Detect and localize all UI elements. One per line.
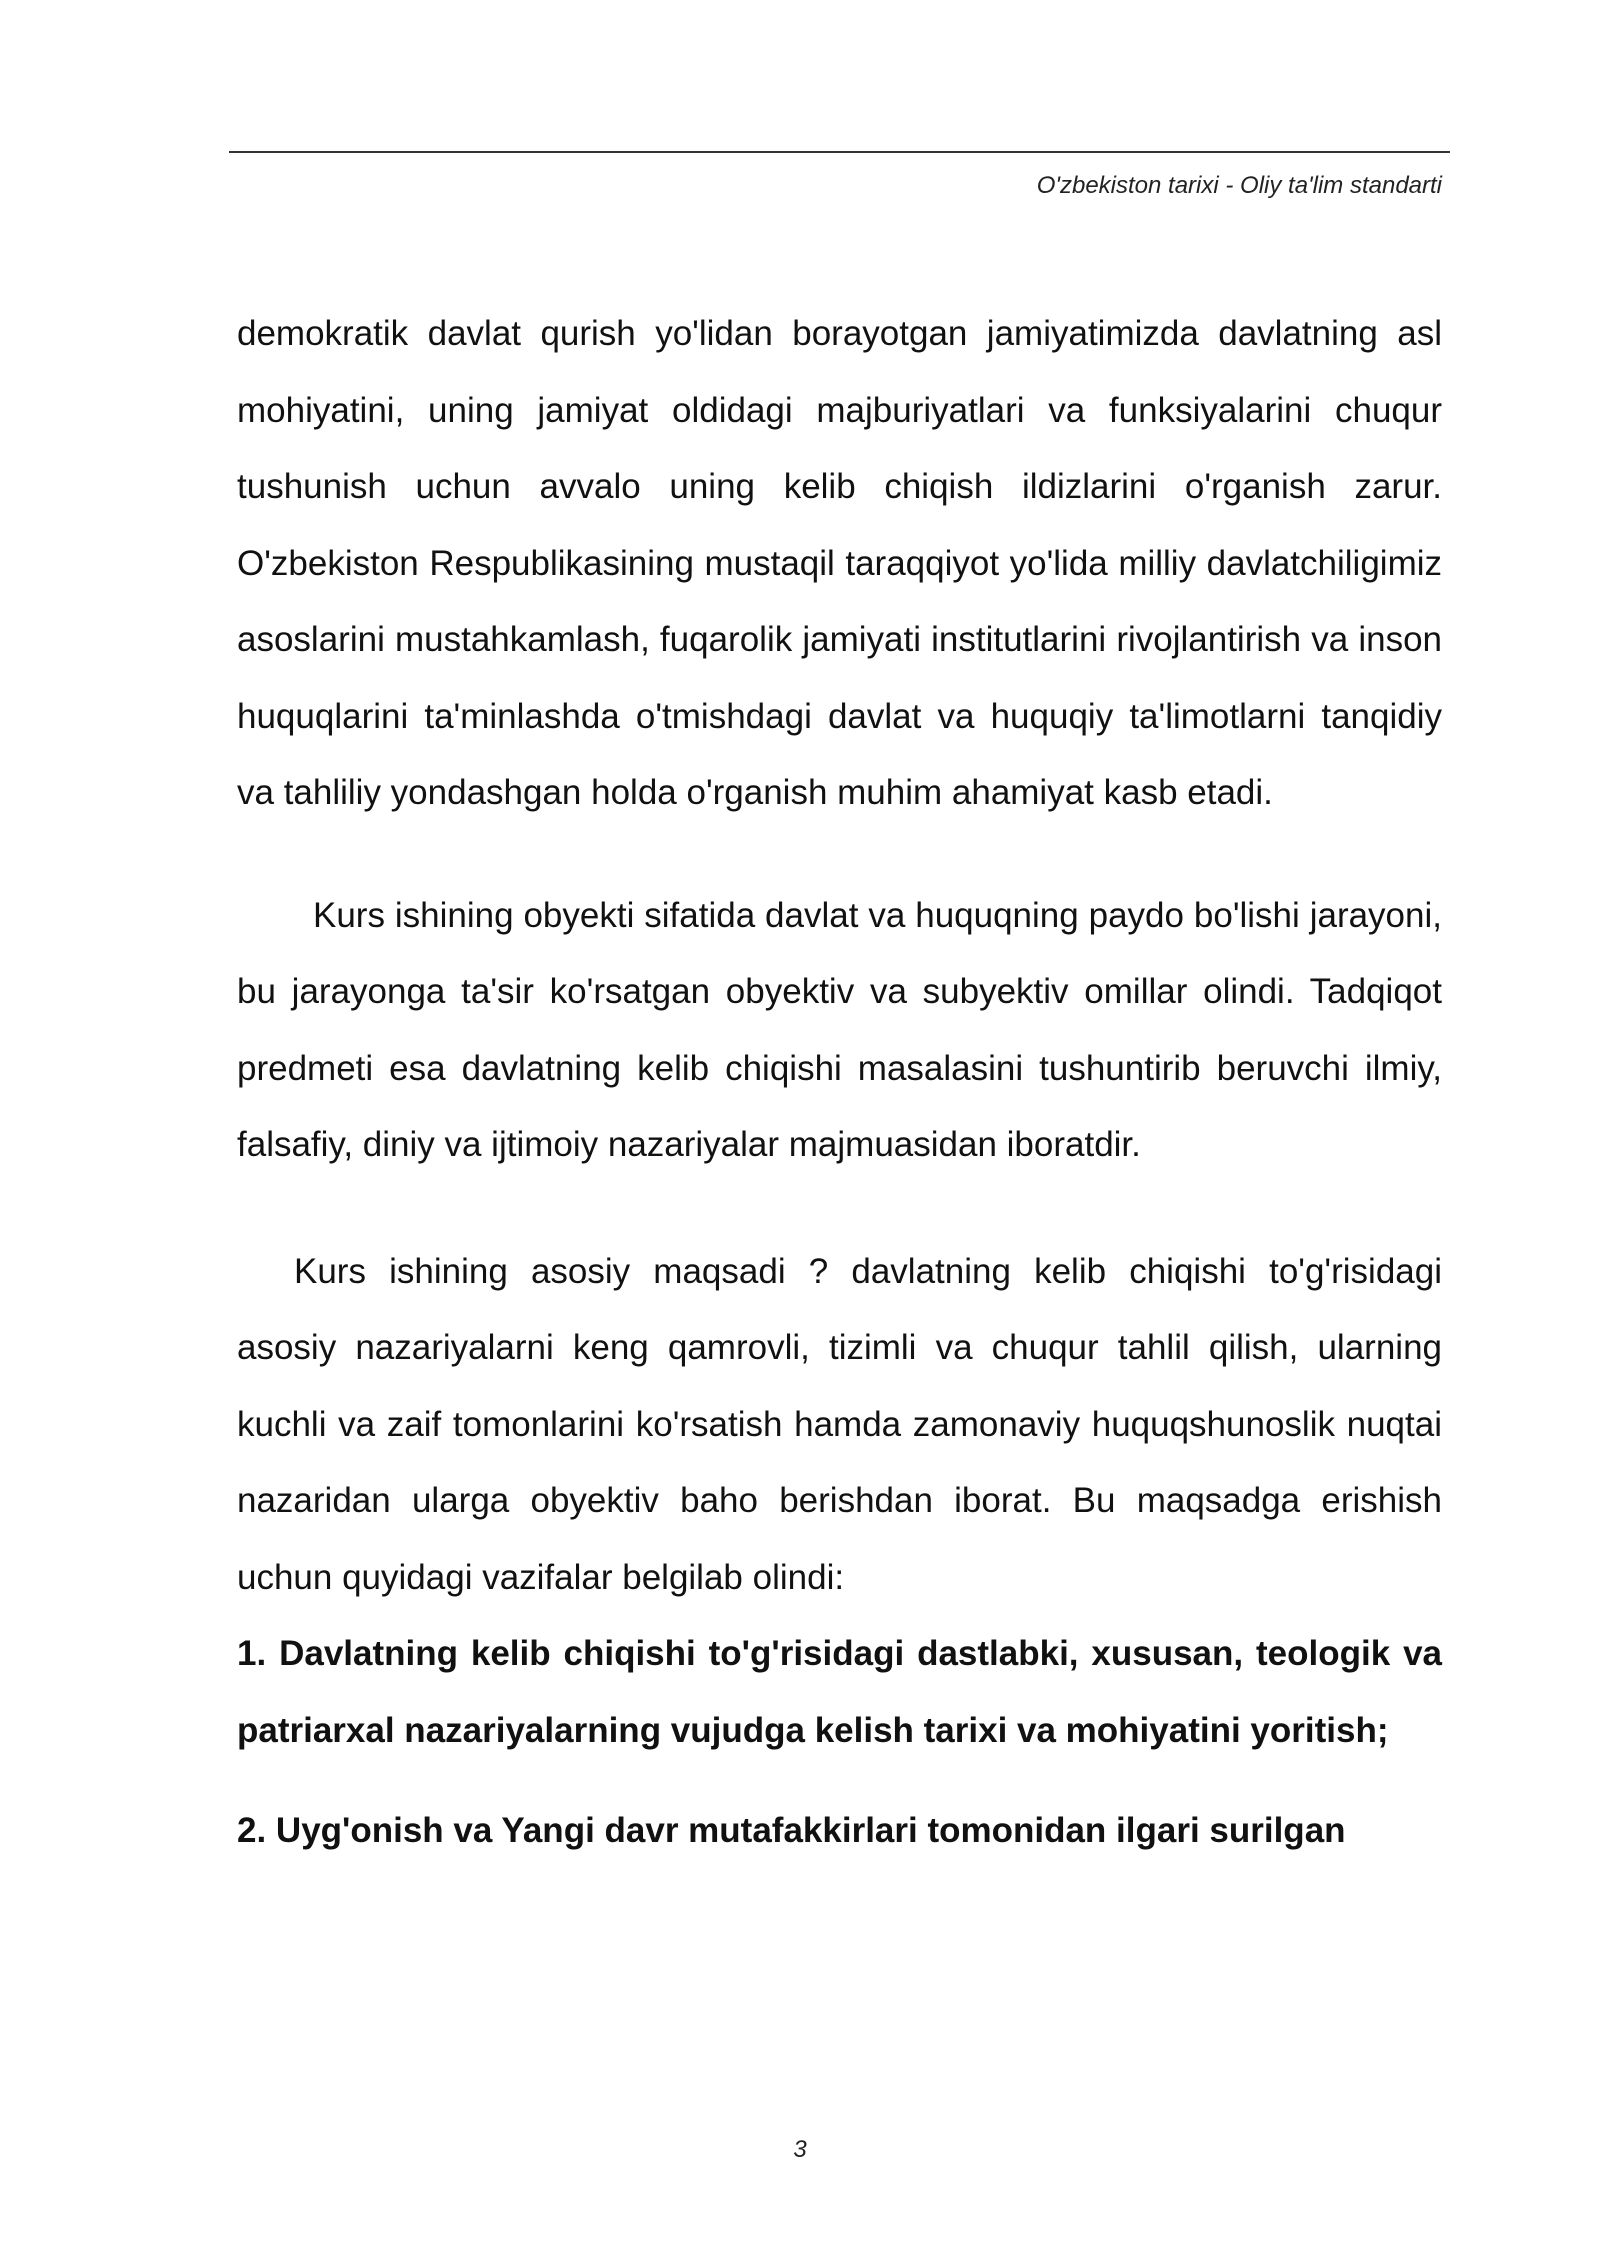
paragraph-goal: Kurs ishining asosiy maqsadi ? davlatning kelib chiqishi to'g'risidagi asosiy nazariyalarni keng qamrovli, tizimli va chuqur tahlil qilish, ularning kuchli va zaif tomonlarini ko'rsatish hamda zamonaviy huquqshunoslik nuqtai nazaridan ularga obyektiv baho berishdan iborat. Bu maqsadga erishish uchun quyidagi vazifalar belgilab olindi:	[237, 1251, 1442, 1597]
paragraph-intro-continuation: demokratik davlat qurish yo'lidan borayotgan jamiyatimizda davlatning asl mohiyatini, uning jamiyat oldidagi majburiyatlari va funksiyalarini chuqur tushunish uchun avvalo uning kelib chiqish ildizlarini o'rganish zarur. O'zbekiston Respublikasining mustaqil taraqqiyot yo'lida milliy davlatchiligimiz asoslarini mustahkamlash, fuqarolik jamiyati institutlarini rivojlantirish va inson huquqlarini ta'minlashda o'tmishdagi davlat va huquqiy ta'limotlarni tanqidiy va tahliliy yondashgan holda o'rganish muhim ahamiyat kasb etadi.	[237, 314, 1442, 812]
page-number: 3	[793, 2136, 807, 2163]
paragraph-object-subject: Kurs ishining obyekti sifatida davlat va huquqning paydo bo'lishi jarayoni, bu jarayonga ta'sir ko'rsatgan obyektiv va subyektiv omillar olindi. Tadqiqot predmeti esa davlatning kelib chiqishi masalasini tushuntirib beruvchi ilmiy, falsafiy, diniy va ijtimoiy nazariyalar majmuasidan iboratdir.	[237, 895, 1442, 1164]
header-rule	[229, 151, 1450, 153]
task-item-1: 1. Davlatning kelib chiqishi to'g'risidagi dastlabki, xususan, teologik va patriarxal nazariyalarning vujudga kelish tarixi va mohiyatini yoritish;	[237, 1634, 1442, 1750]
page-body	[237, 296, 1442, 1870]
running-header: O'zbekiston tarixi - Oliy ta'lim standarti	[1036, 172, 1442, 199]
task-item-2: 2. Uyg'onish va Yangi davr mutafakkirlari tomonidan ilgari surilgan	[237, 1811, 1346, 1850]
